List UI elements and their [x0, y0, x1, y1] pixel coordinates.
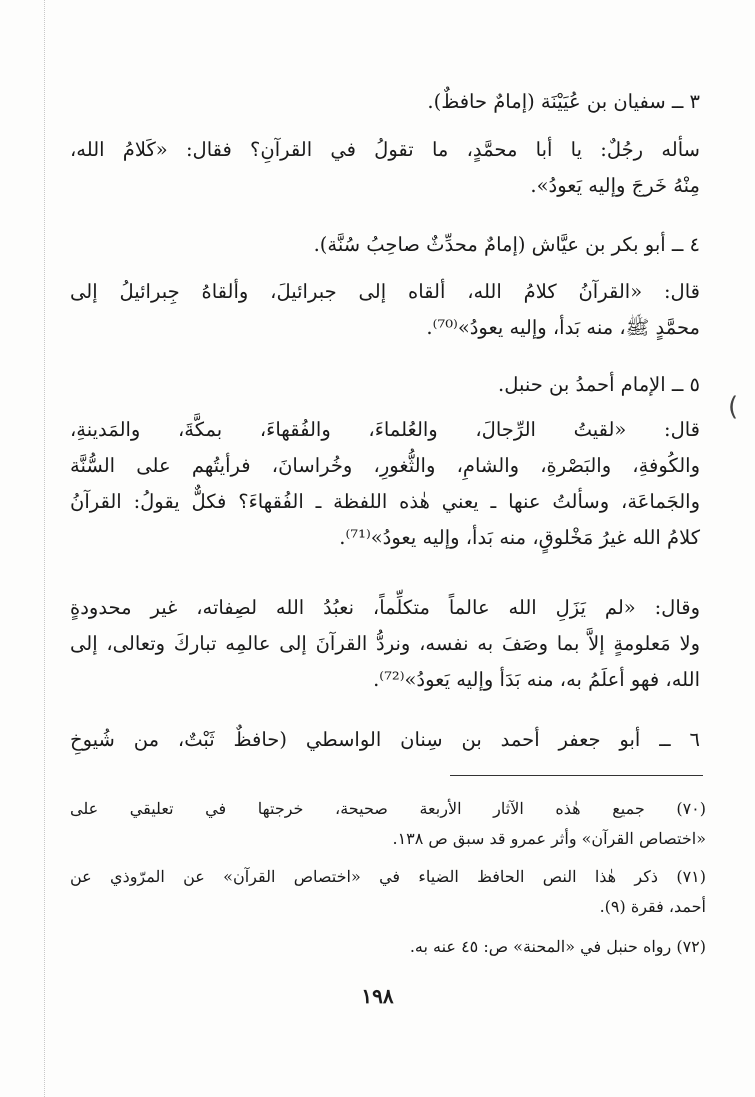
paragraph-ahmad-1 [70, 412, 700, 556]
text-line: وقال: «لم يَزَلِ الله عالماً متكلِّماً، نعبُدُ الله لصِفاته، غير محدودةٍ [70, 596, 700, 619]
section-heading-4: ٤ ــ أبو بكر بن عيَّاش (إمامٌ محدِّثٌ صاحِبُ سُنَّة). [313, 233, 700, 256]
heading-abu-jafar [70, 722, 700, 758]
footnote-separator [450, 775, 703, 776]
text-line: سأله رجُلٌ: يا أبا محمَّدٍ، ما تقولُ في القرآنِ؟ فقال: «كَلامُ الله، [70, 138, 700, 161]
text-line: كلامُ الله غيرُ مَخْلوقٍ، منه بَدأ، وإليه يعودُ»⁽⁷¹⁾. [339, 526, 700, 549]
section-heading-6: ٦ ــ أبو جعفر أحمد بن سِنان الواسطي (حافظٌ ثَبْتٌ، من شُيوخِ [70, 728, 700, 751]
text-line: ولا مَعلومةٍ إلاَّ بما وصَفَ به نفسه، ونردُّ القرآنَ إلى عالمِه تباركَ وتعالى، إلى [70, 632, 700, 655]
margin-bracket-mark: ( [728, 392, 739, 422]
heading-abu-bakr [70, 227, 700, 263]
text-line: قال: «لقيتُ الرِّجالَ، والعُلماءَ، والفُقهاءَ، بمكَّةَ، والمَدينةِ، [70, 418, 700, 441]
paragraph-abu-bakr [70, 274, 700, 346]
text-line: محمَّدٍ ﷺ، منه بَدأ، وإليه يعودُ»⁽⁷⁰⁾. [426, 316, 700, 339]
section-heading-5: ٥ ــ الإمام أحمدُ بن حنبل. [498, 373, 700, 396]
footnote-line: (٧٠) جميع هٰذه الآثار الأربعة صحيحة، خرجتها في تعليقي على [70, 799, 706, 818]
text-line: الله، فهو أعلَمُ به، منه بَدَأ وإليه يَعودُ»⁽⁷²⁾. [373, 668, 700, 691]
page-number: ١٩٨ [361, 984, 394, 1008]
footnote-70 [70, 794, 706, 854]
paragraph-sufyan [70, 132, 700, 204]
heading-ahmad [70, 367, 700, 403]
footnote-line: «اختصاص القرآن» وأثر عمرو قد سبق ص ١٣٨. [392, 829, 706, 848]
text-line: قال: «القرآنُ كلامُ الله، ألقاه إلى جبرائيلَ، وألقاهُ جِبرائيلُ إلى [70, 280, 700, 303]
footnote-line: (٧١) ذكر هٰذا النص الحافظ الضياء في «اختصاص القرآن» عن المرّوذي عن [70, 867, 706, 886]
footnote-line: (٧٢) رواه حنبل في «المحنة» ص: ٤٥ عنه به. [409, 937, 706, 956]
footnote-72 [70, 932, 706, 962]
section-heading-3: ٣ ــ سفيان بن عُيَيْنَة (إمامٌ حافظٌ). [427, 90, 700, 113]
text-line: مِنْهُ خَرجَ وإليه يَعودُ». [530, 174, 700, 197]
footnote-71 [70, 862, 706, 922]
scan-margin-dots [44, 0, 45, 1097]
footnote-line: أحمد، فقرة (٩). [599, 897, 706, 916]
text-line: والجَماعَة، وسألتُ عنها ـ يعني هٰذه اللفظة ـ الفُقهاءَ؟ فكلٌّ يقولُ: القرآنُ [70, 490, 700, 513]
paragraph-ahmad-2 [70, 590, 700, 698]
text-line: والكُوفةِ، والبَصْرةِ، والشامِ، والثُّغورِ، وخُراسانَ، فرأيتُهم على السُّنَّة [70, 454, 700, 477]
heading-sufyan [70, 84, 700, 120]
